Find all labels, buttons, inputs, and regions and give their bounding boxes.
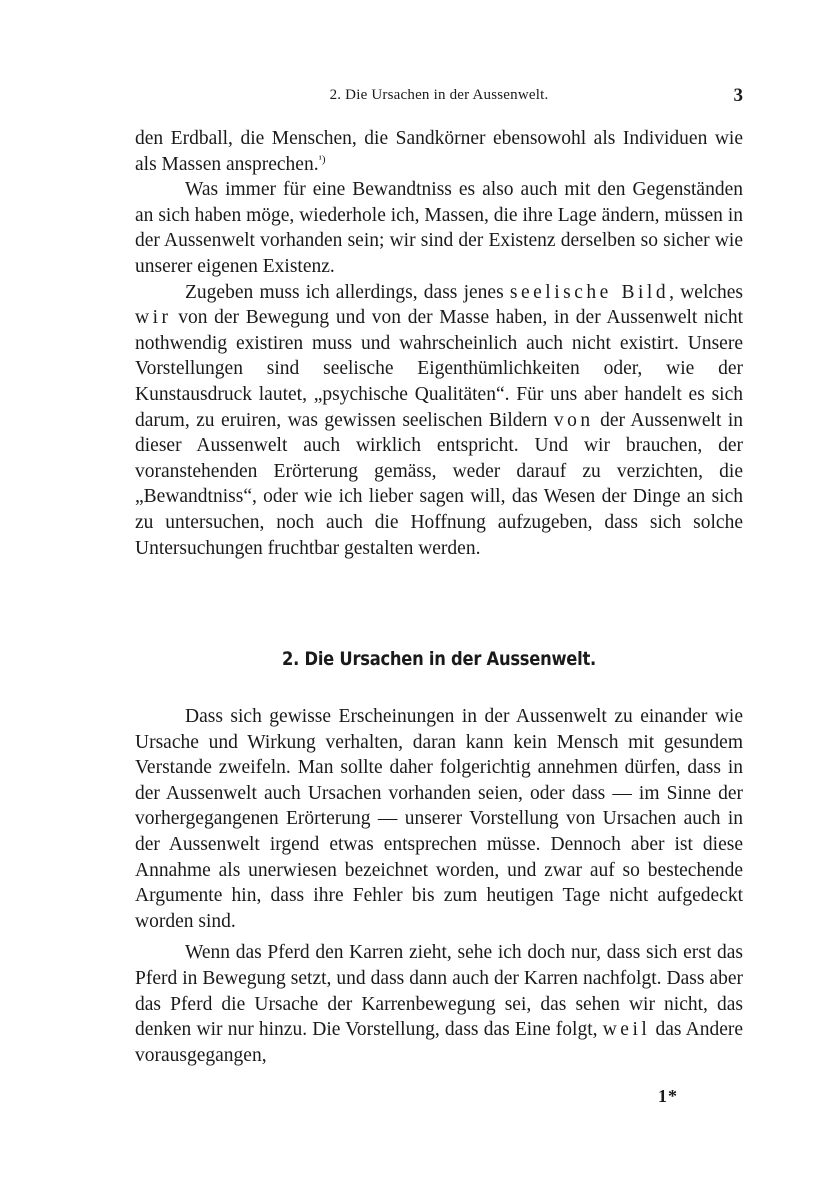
paragraph-text: Wenn das Pferd den Karren zieht, sehe ich doch nur, dass sich erst das Pferd in Bewegung setzt, und dass dann auch der Karren nachfolgt. Dass aber das Pferd die Ursache der Karrenbewegung sei, das sehen wir nicht, das denken wir nur hinzu. Die Vorstellung, dass das Eine folgt,	[135, 942, 743, 1041]
section-heading: 2. Die Ursachen in der Aussenwelt.	[282, 648, 596, 670]
emphasized-text: weil	[602, 1019, 651, 1041]
paragraph	[135, 280, 743, 562]
footnote-mark: ¹)	[318, 153, 326, 166]
paragraph-text: den Erdball, die Menschen, die Sandkörner ebensowohl als Individuen wie als Massen ansprechen.	[135, 128, 743, 175]
emphasized-text: seelische Bild	[509, 281, 670, 303]
emphasized-text: wir	[135, 307, 172, 329]
paragraph-text: der Aussenwelt in dieser Aussenwelt auch wirklich entspricht. Und wir brauchen, der voranstehenden Erörterung gemäss, weder darauf zu verzichten, die „Bewandtniss“, oder wie ich lieber sagen will, das Wesen der Dinge an sich zu untersuchen, noch auch die Hoffnung aufzugeben, dass sich solche Untersuchungen fruchtbar gestalten werden.	[135, 409, 744, 559]
signature-mark: 1*	[658, 1086, 678, 1106]
section-2-text	[135, 704, 743, 1068]
paragraph: Was immer für eine Bewandtniss es also auch mit den Gegenständen an sich haben möge, wiederhole ich, Massen, die ihre Lage ändern, müssen in der Aussenwelt vorhanden sein; wir sind der Existenz derselben so sicher wie unserer eigenen Existenz.	[135, 179, 743, 277]
page-number: 3	[733, 85, 743, 106]
paragraph	[135, 940, 743, 1068]
paragraph: Dass sich gewisse Erscheinungen in der Aussenwelt zu einander wie Ursache und Wirkung verhalten, daran kann kein Mensch mit gesundem Verstande zweifeln. Man sollte daher folgerichtig annehmen dürfen, dass in der Aussenwelt auch Ursachen vorhanden seien, oder dass — im Sinne der vorhergegangenen Erörterung — unserer Vorstellung von Ursachen auch in der Aussenwelt irgend etwas entsprechen müsse. Dennoch aber ist diese Annahme als unerwiesen bezeichnet worden, und zwar auf so bestechende Argumente hin, dass ihre Fehler bis zum heutigen Tage nicht aufgedeckt worden sind.	[135, 706, 743, 932]
paragraph-text: von der Bewegung und von der Masse haben, in der Aussenwelt nicht nothwendig existiren muss und wahrscheinlich auch nicht existirt. Unsere Vorstellungen sind seelische Eigenthümlichkeiten oder, wie der Kunstausdruck lautet, „psychische Qualitäten“. Für uns aber handelt es sich darum, zu eruiren, was gewissen seelischen Bildern	[135, 307, 743, 431]
paragraph-text: Zugeben muss ich allerdings, dass jenes	[185, 281, 504, 303]
emphasized-text: von	[553, 409, 594, 431]
section-1-text	[135, 126, 743, 561]
paragraph-text: das Andere vorausgegangen,	[135, 1019, 744, 1066]
paragraph	[135, 126, 743, 177]
running-title: 2. Die Ursachen in der Aussenwelt.	[329, 87, 549, 103]
paragraph-text: , welches	[669, 281, 744, 303]
running-head	[135, 87, 743, 109]
